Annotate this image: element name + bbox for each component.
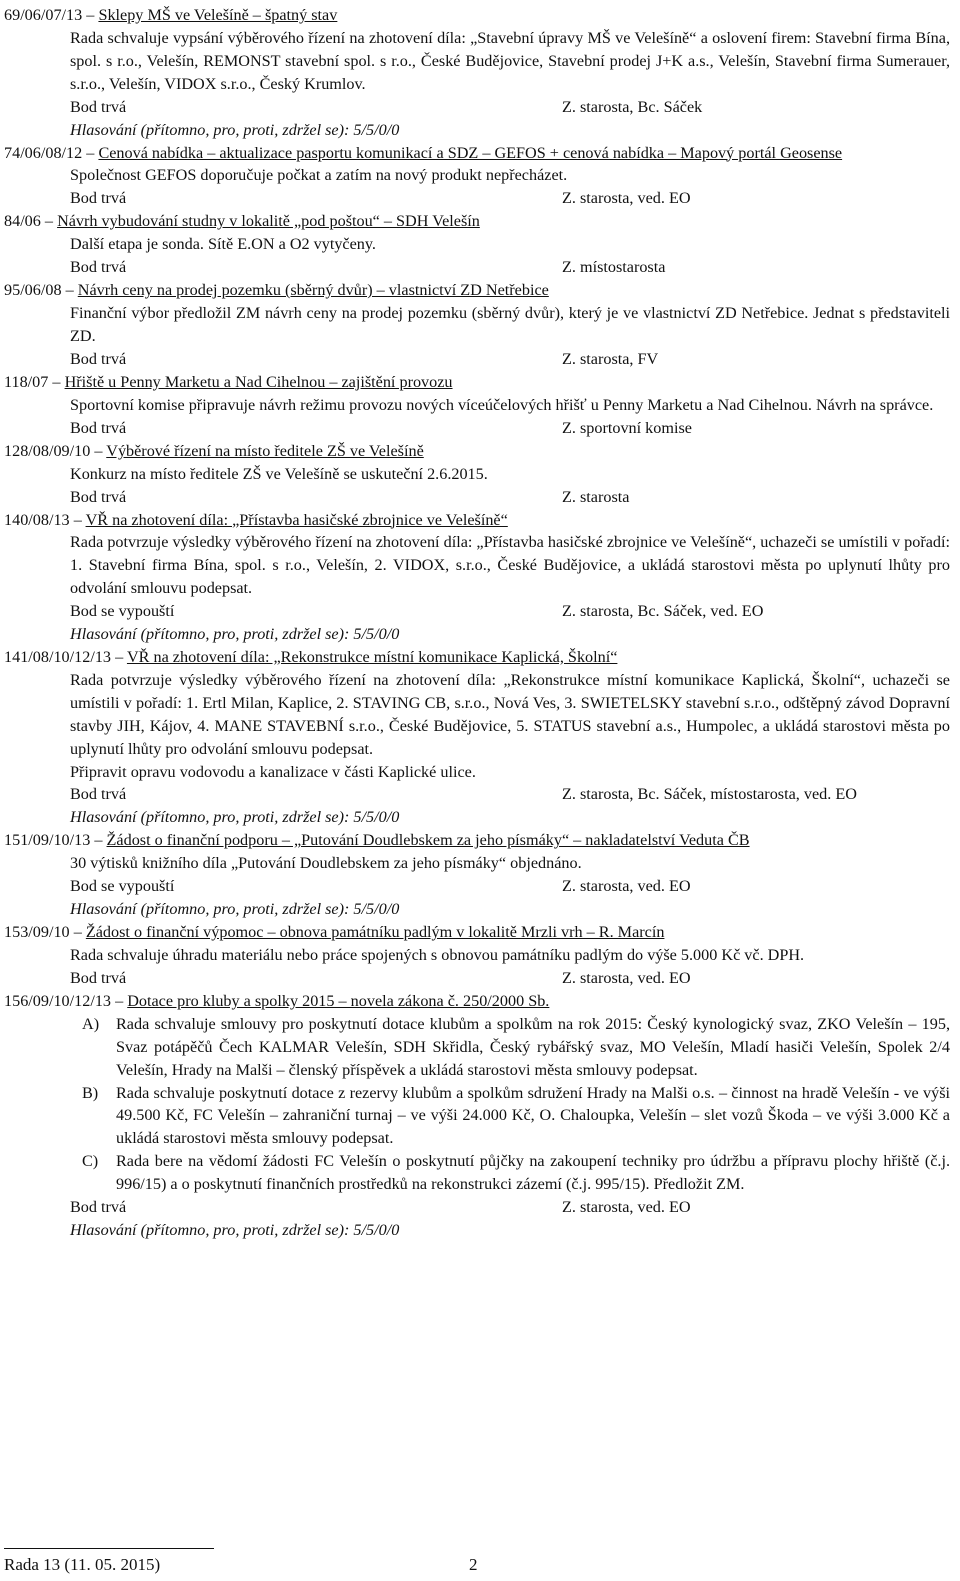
item-status: Bod trvá <box>70 968 127 987</box>
item-title: VŘ na zhotovení díla: „Přístavba hasičské zbrojnice ve Velešíně“ <box>85 510 508 529</box>
item-responsible: Z. starosta, Bc. Sáček, ved. EO <box>562 602 764 621</box>
item-number: 128/08/09/10 <box>4 441 91 460</box>
item-number: 140/08/13 <box>4 510 70 529</box>
item-text: Sportovní komise připravuje návrh režimu provozu nových víceúčelových hřišť u Penny Marketu a Nad Cihelnou. Návrh na správce. <box>70 395 934 414</box>
item-responsible: Z. starosta <box>562 487 630 506</box>
item-responsible: Z. místostarosta <box>562 258 666 277</box>
item-title: Žádost o finanční výpomoc – obnova památníku padlým v lokalitě Mrzli vrh – R. Marcín <box>85 923 665 942</box>
status-row <box>70 783 950 806</box>
status-row <box>70 967 950 990</box>
item-responsible: Z. starosta, ved. EO <box>562 1198 691 1217</box>
item-text: Další etapa je sonda. Sítě E.ON a O2 vytyčeny. <box>70 235 376 254</box>
agenda-item <box>4 279 950 371</box>
item-status: Bod trvá <box>70 349 127 368</box>
item-title: Sklepy MŠ ve Velešíně – špatný stav <box>98 6 338 24</box>
item-text: Konkurz na místo ředitele ZŠ ve Velešíně se uskuteční 2.6.2015. <box>70 464 488 483</box>
item-status: Bod trvá <box>70 97 127 116</box>
item-heading: 84/06 – Návrh vybudování studny v lokalitě „pod poštou“ – SDH Velešín <box>4 212 480 231</box>
item-responsible: Z. starosta, Bc. Sáček, místostarosta, ved. EO <box>562 785 857 804</box>
item-text: 30 výtisků knižního díla „Putování Doudlebskem za jeho písmáky“ objednáno. <box>70 854 582 873</box>
status-row <box>70 187 950 210</box>
sub-item-text: Rada bere na vědomí žádosti FC Velešín o poskytnutí půjčky na zakoupení techniky pro údržbu a přípravu plochy hřiště (č.j. 996/15) a o poskytnutí finančních prostředků na rekonstrukci zázemí (č.j. 995/15). Předložit ZM. <box>116 1152 950 1194</box>
item-responsible: Z. starosta, ved. EO <box>562 189 691 208</box>
page-footer <box>4 1548 944 1578</box>
item-status: Bod trvá <box>70 487 127 506</box>
status-row <box>70 875 950 898</box>
item-title: Dotace pro kluby a spolky 2015 – novela zákona č. 250/2000 Sb. <box>127 991 550 1010</box>
item-title: Cenová nabídka – aktualizace pasportu komunikací a SDZ – GEFOS + cenová nabídka – Mapový portál Geosense <box>98 143 843 162</box>
item-title: Žádost o finanční podporu – „Putování Doudlebskem za jeho písmáky“ – nakladatelství Veduta ČB <box>106 831 750 850</box>
item-heading: 151/09/10/13 – Žádost o finanční podporu – „Putování Doudlebskem za jeho písmáky“ – nakladatelství Veduta ČB <box>4 831 750 850</box>
item-heading: 140/08/13 – VŘ na zhotovení díla: „Přístavba hasičské zbrojnice ve Velešíně“ <box>4 510 508 529</box>
item-text: Finanční výbor předložil ZM návrh ceny na prodej pozemku (sběrný dvůr), který je ve vlastnictví ZD Netřebice. Jednat s představiteli ZD. <box>70 304 950 345</box>
item-vote: Hlasování (přítomno, pro, proti, zdržel se): 5/5/0/0 <box>70 900 400 919</box>
item-number: 69/06/07/13 <box>4 6 83 24</box>
item-number: 151/09/10/13 <box>4 831 91 850</box>
item-vote: Hlasování (přítomno, pro, proti, zdržel se): 5/5/0/0 <box>70 120 400 139</box>
agenda-item <box>4 921 950 990</box>
item-responsible: Z. sportovní komise <box>562 418 692 437</box>
footer-rule <box>4 1548 214 1549</box>
item-title: VŘ na zhotovení díla: „Rekonstrukce místní komunikace Kaplická, Školní“ <box>126 648 618 667</box>
item-vote: Hlasování (přítomno, pro, proti, zdržel se): 5/5/0/0 <box>70 625 400 644</box>
item-text: Rada schvaluje vypsání výběrového řízení na zhotovení díla: „Stavební úpravy MŠ ve Velešíně“ a oslovení firem: Stavební firma Bína, spol. s r.o., Velešín, REMONST stavební spol. s r.o., České Budějovice, Stavební prodej J+K a.s., Velešín, Stavební firma Sumerauer, s.r.o., Velešín, VIDOX s.r.o., Český Krumlov. <box>70 28 950 93</box>
sub-item-text: Rada schvaluje smlouvy pro poskytnutí dotace klubům a spolkům na rok 2015: Český kynologický svaz, ZKO Velešín – 195, Svaz potápěčů Čech KALMAR Velešín, SDH Skřidla, Český rybářský svaz, MO Velešín, Mladí hasiči Velešín, Spolek 2/4 Velešín, Hrady na Malši – členský příspěvek a ukládá starostovi města smlouvy podepsat. <box>116 1014 950 1079</box>
item-text: Připravit opravu vodovodu a kanalizace v části Kaplické ulice. <box>70 762 476 781</box>
agenda-item <box>4 142 950 211</box>
item-heading: 74/06/08/12 – Cenová nabídka – aktualizace pasportu komunikací a SDZ – GEFOS + cenová nabídka – Mapový portál Geosense <box>4 143 843 162</box>
item-number: 141/08/10/12/13 <box>4 648 112 667</box>
item-title: Výběrové řízení na místo ředitele ZŠ ve Velešíně <box>106 441 424 460</box>
item-text: Rada schvaluje úhradu materiálu nebo práce spojených s obnovou památníku padlým do výše 5.000 Kč vč. DPH. <box>70 946 805 964</box>
item-status: Bod trvá <box>70 418 127 437</box>
item-responsible: Z. starosta, ved. EO <box>562 877 691 896</box>
status-row <box>70 1196 950 1219</box>
sub-item <box>82 1082 950 1151</box>
item-responsible: Z. starosta, Bc. Sáček <box>562 97 703 116</box>
sub-item-label: C) <box>82 1152 99 1171</box>
agenda-item <box>4 990 950 1242</box>
item-title: Návrh ceny na prodej pozemku (sběrný dvůr) – vlastnictví ZD Netřebice <box>77 281 549 300</box>
item-heading: 69/06/07/13 – Sklepy MŠ ve Velešíně – špatný stav <box>4 6 338 24</box>
item-vote: Hlasování (přítomno, pro, proti, zdržel se): 5/5/0/0 <box>70 808 400 827</box>
agenda-item <box>4 371 950 440</box>
item-title: Hřiště u Penny Marketu a Nad Cihelnou – zajištění provozu <box>64 372 453 391</box>
item-status: Bod se vypouští <box>70 877 175 896</box>
item-status: Bod trvá <box>70 1198 127 1217</box>
item-number: 95/06/08 <box>4 281 62 300</box>
sub-item <box>82 1150 950 1196</box>
item-text: Rada potvrzuje výsledky výběrového řízení na zhotovení díla: „Přístavba hasičské zbrojnice ve Velešíně“, uchazeči se umístili v pořadí: 1. Stavební firma Bína, spol. s r.o., Velešín, 2. VIDOX, s.r.o., České Budějovice, a ukládá starostovi města po uplynutí lhůty pro odvolání smlouvu podepsat. <box>70 533 950 598</box>
status-row <box>70 96 950 119</box>
agenda-item <box>4 509 950 647</box>
item-number: 74/06/08/12 <box>4 143 83 162</box>
sub-item <box>82 1013 950 1082</box>
sub-item-text: Rada schvaluje poskytnutí dotace z rezervy klubům a spolkům sdružení Hrady na Malši o.s. – činnost na hradě Velešín - ve výši 49.500 Kč, FC Velešín – zahraniční turnaj – ve výši 24.000 Kč, O. Chaloupka, Velešín – slet vozů Škoda – ve výši 3.000 Kč a ukládá starostovi města smlouvy podepsat. <box>116 1083 950 1148</box>
status-row <box>70 348 950 371</box>
item-number: 156/09/10/12/13 <box>4 991 112 1010</box>
item-status: Bod se vypouští <box>70 602 175 621</box>
item-number: 84/06 <box>4 212 41 231</box>
status-row <box>70 600 950 623</box>
sub-item-label: B) <box>82 1083 99 1102</box>
item-heading: 118/07 – Hřiště u Penny Marketu a Nad Cihelnou – zajištění provozu <box>4 372 453 391</box>
sub-item-label: A) <box>82 1014 100 1033</box>
agenda-item <box>4 440 950 509</box>
status-row <box>70 256 950 279</box>
item-title: Návrh vybudování studny v lokalitě „pod poštou“ – SDH Velešín <box>57 212 480 231</box>
status-row <box>70 486 950 509</box>
item-number: 118/07 <box>4 372 49 391</box>
item-responsible: Z. starosta, FV <box>562 349 659 368</box>
item-heading: 153/09/10 – Žádost o finanční výpomoc – obnova památníku padlým v lokalitě Mrzli vrh – R. Marcín <box>4 923 665 942</box>
footer-meeting-label: Rada 13 (11. 05. 2015) <box>4 1555 161 1574</box>
agenda-item <box>4 646 950 829</box>
agenda-item <box>4 4 950 142</box>
item-heading: 128/08/09/10 – Výběrové řízení na místo ředitele ZŠ ve Velešíně <box>4 441 424 460</box>
footer-page-number: 2 <box>469 1555 478 1574</box>
item-text: Rada potvrzuje výsledky výběrového řízení na zhotovení díla: „Rekonstrukce místní komunikace Kaplická, Školní“, uchazeči se umístili v pořadí: 1. Ertl Milan, Kaplice, 2. STAVING CB, s.r.o., Nová Ves, 3. SWIETELSKY stavební s.r.o., odštěpný závod Dopravní stavby JIH, Kájov, 4. MANE STAVEBNÍ s.r.o., České Budějovice, 5. STATUS stavební a.s., Humpolec, a ukládá starostovi města po uplynutí lhůty pro odvolání smlouvu podepsat. <box>70 670 950 758</box>
item-vote: Hlasování (přítomno, pro, proti, zdržel se): 5/5/0/0 <box>70 1221 400 1240</box>
item-heading: 156/09/10/12/13 – Dotace pro kluby a spolky 2015 – novela zákona č. 250/2000 Sb. <box>4 991 550 1010</box>
document-body <box>4 4 950 1242</box>
status-row <box>70 417 950 440</box>
agenda-item <box>4 210 950 279</box>
item-status: Bod trvá <box>70 785 127 804</box>
item-heading: 141/08/10/12/13 – VŘ na zhotovení díla: „Rekonstrukce místní komunikace Kaplická, Školní“ <box>4 648 618 667</box>
agenda-item <box>4 829 950 921</box>
item-status: Bod trvá <box>70 258 127 277</box>
item-number: 153/09/10 <box>4 923 70 942</box>
item-status: Bod trvá <box>70 189 127 208</box>
item-responsible: Z. starosta, ved. EO <box>562 968 691 987</box>
item-text: Společnost GEFOS doporučuje počkat a zatím na nový produkt nepřecházet. <box>70 166 568 185</box>
item-heading: 95/06/08 – Návrh ceny na prodej pozemku (sběrný dvůr) – vlastnictví ZD Netřebice <box>4 281 549 300</box>
